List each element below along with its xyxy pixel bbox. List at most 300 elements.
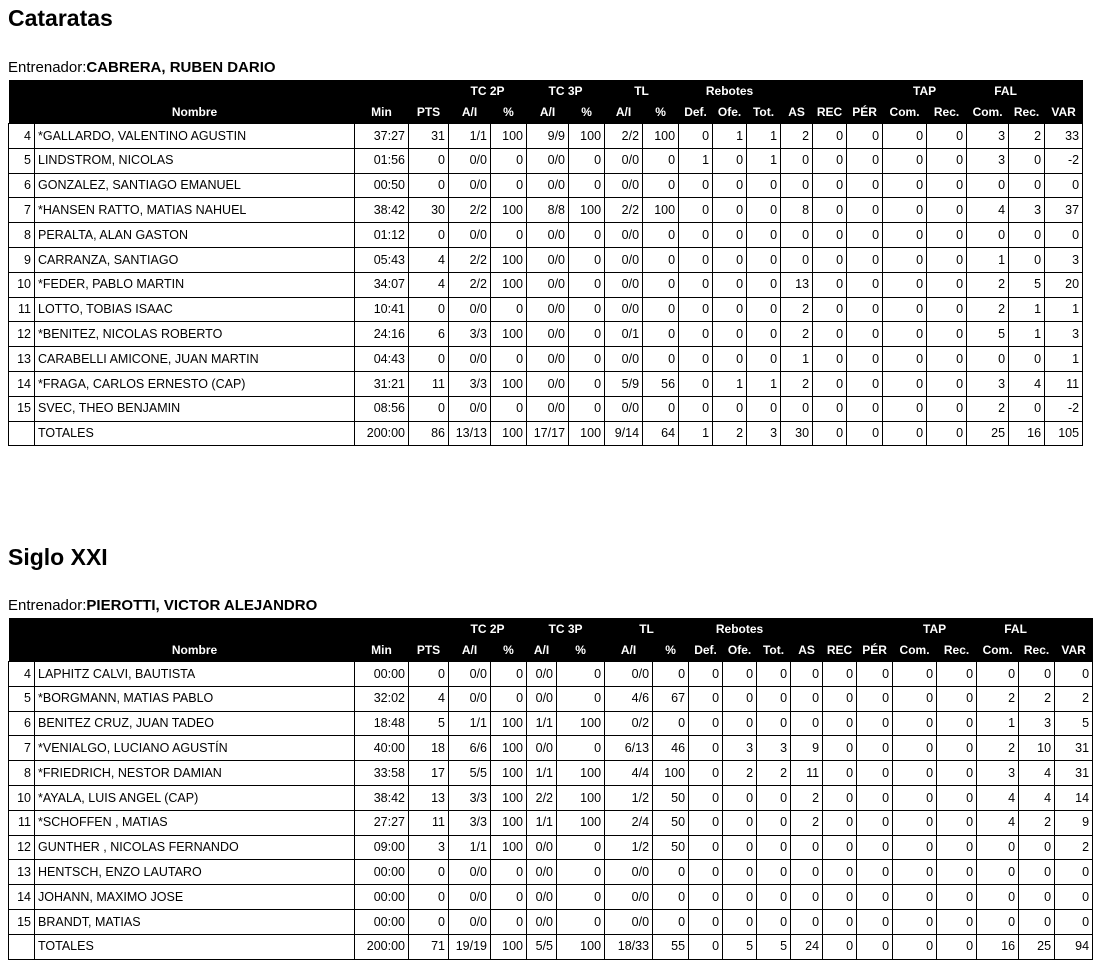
player-number: 15	[9, 396, 35, 421]
stat-cell: 0	[1009, 173, 1045, 198]
column-header: Tot.	[757, 640, 791, 662]
stat-cell: 100	[491, 272, 527, 297]
stat-cell: 0	[409, 347, 449, 372]
stat-cell: 01:12	[355, 223, 409, 248]
stat-cell: 0	[893, 686, 937, 711]
stat-cell: 04:43	[355, 347, 409, 372]
stat-cell: 0	[823, 662, 857, 687]
stat-cell: 0	[689, 934, 723, 959]
stat-cell: 50	[653, 835, 689, 860]
stat-cell: 0	[643, 148, 679, 173]
player-name: *BORGMANN, MATIAS PABLO	[35, 686, 355, 711]
player-name: TOTALES	[35, 421, 355, 446]
header-number	[9, 102, 35, 124]
stat-cell: 0/0	[527, 835, 557, 860]
stat-cell: 13	[781, 272, 813, 297]
stat-cell: 0	[813, 198, 847, 223]
stat-cell: 0	[857, 686, 893, 711]
stat-cell: 0/0	[527, 396, 569, 421]
header-spacer	[1045, 80, 1083, 102]
stat-cell: 0/0	[449, 885, 491, 910]
stat-cell: 0	[409, 860, 449, 885]
stat-cell: 0	[723, 785, 757, 810]
stat-cell: 0	[813, 322, 847, 347]
player-number: 13	[9, 860, 35, 885]
column-header: Min	[355, 102, 409, 124]
player-name: LAPHITZ CALVI, BAUTISTA	[35, 662, 355, 687]
column-header: VAR	[1045, 102, 1083, 124]
stat-cell: 0	[893, 785, 937, 810]
stat-cell: 0	[883, 421, 927, 446]
column-header: REC	[823, 640, 857, 662]
stat-cell: 0	[857, 711, 893, 736]
stat-cell: 25	[1019, 934, 1055, 959]
player-number	[9, 421, 35, 446]
stat-cell: 0	[847, 198, 883, 223]
stat-cell: 100	[491, 322, 527, 347]
stat-cell: 0	[491, 223, 527, 248]
column-header: %	[643, 102, 679, 124]
player-number: 12	[9, 322, 35, 347]
stat-cell: 100	[491, 247, 527, 272]
totals-row	[9, 934, 1093, 959]
stat-cell: 0/0	[605, 347, 643, 372]
stat-cell: 100	[491, 785, 527, 810]
stat-cell: 20	[1045, 272, 1083, 297]
column-header: A/I	[449, 102, 491, 124]
stat-cell: 0	[653, 662, 689, 687]
stat-cell: 00:00	[355, 860, 409, 885]
stat-cell: 0	[557, 909, 605, 934]
stat-cell: 0/0	[605, 148, 643, 173]
stat-cell: 0/0	[605, 272, 643, 297]
stat-cell: 1	[679, 148, 713, 173]
stat-cell: 0	[409, 396, 449, 421]
stat-cell: 0	[643, 396, 679, 421]
stat-cell: 0/0	[449, 347, 491, 372]
stat-cell: 0	[723, 909, 757, 934]
stat-cell: 0	[491, 148, 527, 173]
stat-cell: 2/2	[527, 785, 557, 810]
player-row	[9, 198, 1083, 223]
stat-cell: 0	[883, 223, 927, 248]
player-row	[9, 148, 1083, 173]
stat-cell: 2	[967, 272, 1009, 297]
stat-cell: 0	[1009, 347, 1045, 372]
stat-cell: 0	[813, 173, 847, 198]
stat-cell: 0	[713, 396, 747, 421]
column-header: A/I	[527, 640, 557, 662]
stat-cell: 0	[927, 322, 967, 347]
stat-cell: 2/4	[605, 810, 653, 835]
player-name: BRANDT, MATIAS	[35, 909, 355, 934]
team-title: Siglo XXI	[8, 544, 108, 570]
stat-cell: 100	[491, 124, 527, 149]
stat-cell: 0	[977, 909, 1019, 934]
player-name: *SCHOFFEN , MATIAS	[35, 810, 355, 835]
stat-cell: 3/3	[449, 785, 491, 810]
player-number: 9	[9, 247, 35, 272]
stat-cell: 0	[823, 810, 857, 835]
stat-cell: 0	[557, 835, 605, 860]
stat-cell: 2	[781, 297, 813, 322]
stat-cell: 2	[713, 421, 747, 446]
stat-cell: 0	[679, 173, 713, 198]
player-name: PERALTA, ALAN GASTON	[35, 223, 355, 248]
player-row	[9, 272, 1083, 297]
stat-cell: 94	[1055, 934, 1093, 959]
stat-cell: 0	[723, 835, 757, 860]
column-header: Nombre	[35, 640, 355, 662]
player-name: *GALLARDO, VALENTINO AGUSTIN	[35, 124, 355, 149]
stat-cell: 0	[847, 124, 883, 149]
player-row	[9, 885, 1093, 910]
stat-cell: 0	[857, 835, 893, 860]
stat-cell: 0	[1055, 662, 1093, 687]
stat-cell: 0	[689, 711, 723, 736]
team-title: Cataratas	[8, 5, 113, 31]
stat-cell: 0	[723, 885, 757, 910]
stat-cell: 0	[893, 835, 937, 860]
stat-cell: 0	[847, 396, 883, 421]
stat-cell: 1	[679, 421, 713, 446]
stat-cell: 56	[643, 371, 679, 396]
stat-cell: 0	[847, 322, 883, 347]
column-header: Com.	[967, 102, 1009, 124]
stat-cell: 0	[757, 785, 791, 810]
stat-cell: 0/0	[449, 662, 491, 687]
stat-cell: 0	[713, 272, 747, 297]
stat-cell: 0	[927, 148, 967, 173]
stat-cell: 0	[781, 247, 813, 272]
stat-cell: 5/5	[527, 934, 557, 959]
stat-cell: 0	[569, 297, 605, 322]
stat-cell: 0	[491, 885, 527, 910]
stat-cell: 25	[967, 421, 1009, 446]
column-header: Ofe.	[713, 102, 747, 124]
player-number: 8	[9, 761, 35, 786]
column-header: Tot.	[747, 102, 781, 124]
stat-cell: 100	[569, 124, 605, 149]
stat-cell: 0	[813, 347, 847, 372]
stat-cell: 0/0	[449, 860, 491, 885]
stat-cell: 4	[409, 686, 449, 711]
stat-cell: 0	[1019, 835, 1055, 860]
stat-cell: 0	[883, 347, 927, 372]
stat-cell: 0	[689, 835, 723, 860]
stat-cell: 6	[409, 322, 449, 347]
column-header: Def.	[689, 640, 723, 662]
stat-cell: 0	[927, 198, 967, 223]
stat-cell: 0	[713, 322, 747, 347]
group-header-fal: FAL	[977, 618, 1055, 640]
stat-cell: 0	[747, 297, 781, 322]
stat-cell: 0	[857, 934, 893, 959]
stat-cell: 0	[557, 662, 605, 687]
stat-cell: 0	[713, 297, 747, 322]
stat-cell: 0	[937, 885, 977, 910]
player-row	[9, 347, 1083, 372]
stat-cell: 11	[409, 371, 449, 396]
stat-cell: 33:58	[355, 761, 409, 786]
stat-cell: 0	[409, 662, 449, 687]
stat-cell: 38:42	[355, 785, 409, 810]
stat-cell: 0	[823, 860, 857, 885]
stat-cell: 0	[927, 247, 967, 272]
stat-cell: 0	[569, 371, 605, 396]
stat-cell: 0	[927, 347, 967, 372]
stat-cell: 0	[937, 934, 977, 959]
stat-cell: 0	[689, 785, 723, 810]
stat-cell: 3	[723, 736, 757, 761]
stat-cell: 0	[409, 885, 449, 910]
stat-cell: 0	[781, 396, 813, 421]
player-row	[9, 711, 1093, 736]
group-header-tl: TL	[605, 80, 679, 102]
stat-cell: 2	[977, 736, 1019, 761]
stat-cell: 3	[409, 835, 449, 860]
player-number: 5	[9, 686, 35, 711]
stat-cell: 0	[713, 198, 747, 223]
stat-cell: 0	[1019, 885, 1055, 910]
player-number: 10	[9, 272, 35, 297]
stat-cell: 33	[1045, 124, 1083, 149]
stat-cell: 0	[643, 173, 679, 198]
stat-cell: 0	[569, 148, 605, 173]
stat-cell: 0	[679, 247, 713, 272]
stat-cell: 0	[689, 761, 723, 786]
stat-cell: 3	[977, 761, 1019, 786]
stat-cell: 0	[643, 322, 679, 347]
player-name: *HANSEN RATTO, MATIAS NAHUEL	[35, 198, 355, 223]
stat-cell: 0	[813, 223, 847, 248]
coach-label: Entrenador:	[8, 597, 87, 614]
player-row	[9, 124, 1083, 149]
stat-cell: 0	[847, 272, 883, 297]
stat-cell: 0	[813, 421, 847, 446]
stat-cell: 2/2	[449, 272, 491, 297]
stat-cell: 8	[781, 198, 813, 223]
stat-cell: 0	[893, 909, 937, 934]
stat-cell: 0	[847, 148, 883, 173]
stat-cell: 0	[857, 860, 893, 885]
totals-row	[9, 421, 1083, 446]
stat-cell: 100	[653, 761, 689, 786]
stat-cell: 0	[689, 810, 723, 835]
column-header: VAR	[1055, 640, 1093, 662]
player-name: SVEC, THEO BENJAMIN	[35, 396, 355, 421]
player-row	[9, 297, 1083, 322]
stat-cell: 0	[883, 297, 927, 322]
stat-cell: 0/0	[605, 173, 643, 198]
group-header-tap: TAP	[893, 618, 977, 640]
stat-cell: 0	[1009, 148, 1045, 173]
player-name: LINDSTROM, NICOLAS	[35, 148, 355, 173]
stat-cell: 100	[569, 421, 605, 446]
stat-cell: 0	[713, 148, 747, 173]
player-name: JOHANN, MAXIMO JOSE	[35, 885, 355, 910]
stat-cell: 0	[569, 272, 605, 297]
stat-cell: 2	[1009, 124, 1045, 149]
column-header: %	[557, 640, 605, 662]
stat-cell: 0	[791, 711, 823, 736]
stat-cell: 100	[491, 421, 527, 446]
stat-cell: 31:21	[355, 371, 409, 396]
stat-cell: 0	[491, 173, 527, 198]
stat-cell: 32:02	[355, 686, 409, 711]
group-header-rebotes: Rebotes	[679, 80, 781, 102]
stat-cell: 2	[723, 761, 757, 786]
stat-cell: 0	[813, 272, 847, 297]
stat-cell: 0	[679, 198, 713, 223]
column-header: A/I	[605, 640, 653, 662]
column-header: Rec.	[927, 102, 967, 124]
stat-cell: 5	[723, 934, 757, 959]
stat-cell: 0	[937, 835, 977, 860]
column-header: PÉR	[857, 640, 893, 662]
stat-cell: 5	[1055, 711, 1093, 736]
stat-cell: 1	[967, 247, 1009, 272]
stat-cell: 9	[791, 736, 823, 761]
player-row	[9, 835, 1093, 860]
stat-cell: 0	[757, 909, 791, 934]
stat-cell: 0/0	[527, 662, 557, 687]
stat-cell: 0/0	[527, 371, 569, 396]
stat-cell: 0	[847, 173, 883, 198]
stat-cell: 0/0	[527, 347, 569, 372]
stat-cell: 0	[967, 173, 1009, 198]
stat-cell: 0	[813, 371, 847, 396]
stat-cell: 0	[893, 761, 937, 786]
stat-cell: 1	[1009, 322, 1045, 347]
stat-cell: 24	[791, 934, 823, 959]
stat-cell: 0	[569, 347, 605, 372]
stat-cell: 2	[791, 810, 823, 835]
stat-cell: 100	[491, 761, 527, 786]
stat-cell: 0	[569, 396, 605, 421]
header-spacer	[9, 618, 449, 640]
stat-cell: 0	[791, 835, 823, 860]
stat-cell: 6/6	[449, 736, 491, 761]
stat-cell: 0	[847, 223, 883, 248]
stat-cell: 0	[747, 198, 781, 223]
group-header-tap: TAP	[883, 80, 967, 102]
stat-cell: 0	[679, 322, 713, 347]
stat-cell: 18:48	[355, 711, 409, 736]
stat-cell: 0	[977, 662, 1019, 687]
stat-cell: 10:41	[355, 297, 409, 322]
stat-cell: 4	[409, 247, 449, 272]
stat-cell: 0	[967, 347, 1009, 372]
player-number: 15	[9, 909, 35, 934]
stat-cell: 1	[747, 371, 781, 396]
player-name: *FRIEDRICH, NESTOR DAMIAN	[35, 761, 355, 786]
stat-cell: 100	[491, 371, 527, 396]
stat-cell: 11	[791, 761, 823, 786]
player-row	[9, 909, 1093, 934]
column-header: AS	[781, 102, 813, 124]
stat-cell: 0	[791, 909, 823, 934]
stat-cell: 0	[569, 173, 605, 198]
stat-cell: 46	[653, 736, 689, 761]
stat-cell: 0	[927, 421, 967, 446]
stat-cell: 2	[967, 297, 1009, 322]
stat-cell: 0	[937, 761, 977, 786]
stat-cell: 24:16	[355, 322, 409, 347]
stat-cell: 11	[409, 810, 449, 835]
stat-cell: 2	[1055, 686, 1093, 711]
stat-cell: 0	[927, 272, 967, 297]
stat-cell: 0	[723, 810, 757, 835]
stat-cell: 17	[409, 761, 449, 786]
stat-cell: 0	[689, 909, 723, 934]
stat-cell: 4/6	[605, 686, 653, 711]
stat-cell: 0	[747, 247, 781, 272]
stat-cell: 0/0	[527, 909, 557, 934]
stat-cell: 0	[883, 322, 927, 347]
stat-cell: 0	[893, 860, 937, 885]
player-row	[9, 173, 1083, 198]
column-header: Min	[355, 640, 409, 662]
stat-cell: 0	[1019, 860, 1055, 885]
stat-cell: 0	[569, 223, 605, 248]
stat-cell: 0	[757, 810, 791, 835]
stat-cell: 0	[823, 885, 857, 910]
stat-cell: 0	[813, 247, 847, 272]
column-header: %	[491, 640, 527, 662]
stat-cell: 0	[1055, 909, 1093, 934]
player-name: GUNTHER , NICOLAS FERNANDO	[35, 835, 355, 860]
stat-cell: 3	[747, 421, 781, 446]
column-header: PTS	[409, 640, 449, 662]
stat-cell: 2/2	[449, 247, 491, 272]
stat-cell: 0	[791, 662, 823, 687]
column-header: Ofe.	[723, 640, 757, 662]
stat-cell: 2	[781, 322, 813, 347]
stat-cell: 100	[557, 761, 605, 786]
coach-line	[8, 60, 276, 75]
column-header: Rec.	[937, 640, 977, 662]
stat-cell: 5	[1009, 272, 1045, 297]
stat-cell: 2	[977, 686, 1019, 711]
stat-cell: 0	[679, 124, 713, 149]
stat-cell: 0/0	[605, 223, 643, 248]
stat-cell: 5/5	[449, 761, 491, 786]
stat-cell: 0/0	[605, 396, 643, 421]
stat-cell: 0	[747, 347, 781, 372]
stat-cell: 0	[1045, 173, 1083, 198]
stat-cell: 3/3	[449, 371, 491, 396]
stat-cell: 27:27	[355, 810, 409, 835]
stat-cell: 0	[927, 173, 967, 198]
stat-cell: 0	[937, 909, 977, 934]
stat-cell: 08:56	[355, 396, 409, 421]
stat-cell: 05:43	[355, 247, 409, 272]
stat-cell: 0	[1055, 885, 1093, 910]
column-header: %	[653, 640, 689, 662]
stat-cell: 0	[1009, 223, 1045, 248]
stat-cell: 0	[813, 297, 847, 322]
stat-cell: 30	[409, 198, 449, 223]
stat-cell: 1	[747, 124, 781, 149]
stat-cell: 0	[689, 686, 723, 711]
stat-cell: 0	[823, 934, 857, 959]
stat-cell: 55	[653, 934, 689, 959]
group-header-rebotes: Rebotes	[689, 618, 791, 640]
column-header: A/I	[527, 102, 569, 124]
stat-cell: 100	[569, 198, 605, 223]
stat-cell: 31	[1055, 736, 1093, 761]
